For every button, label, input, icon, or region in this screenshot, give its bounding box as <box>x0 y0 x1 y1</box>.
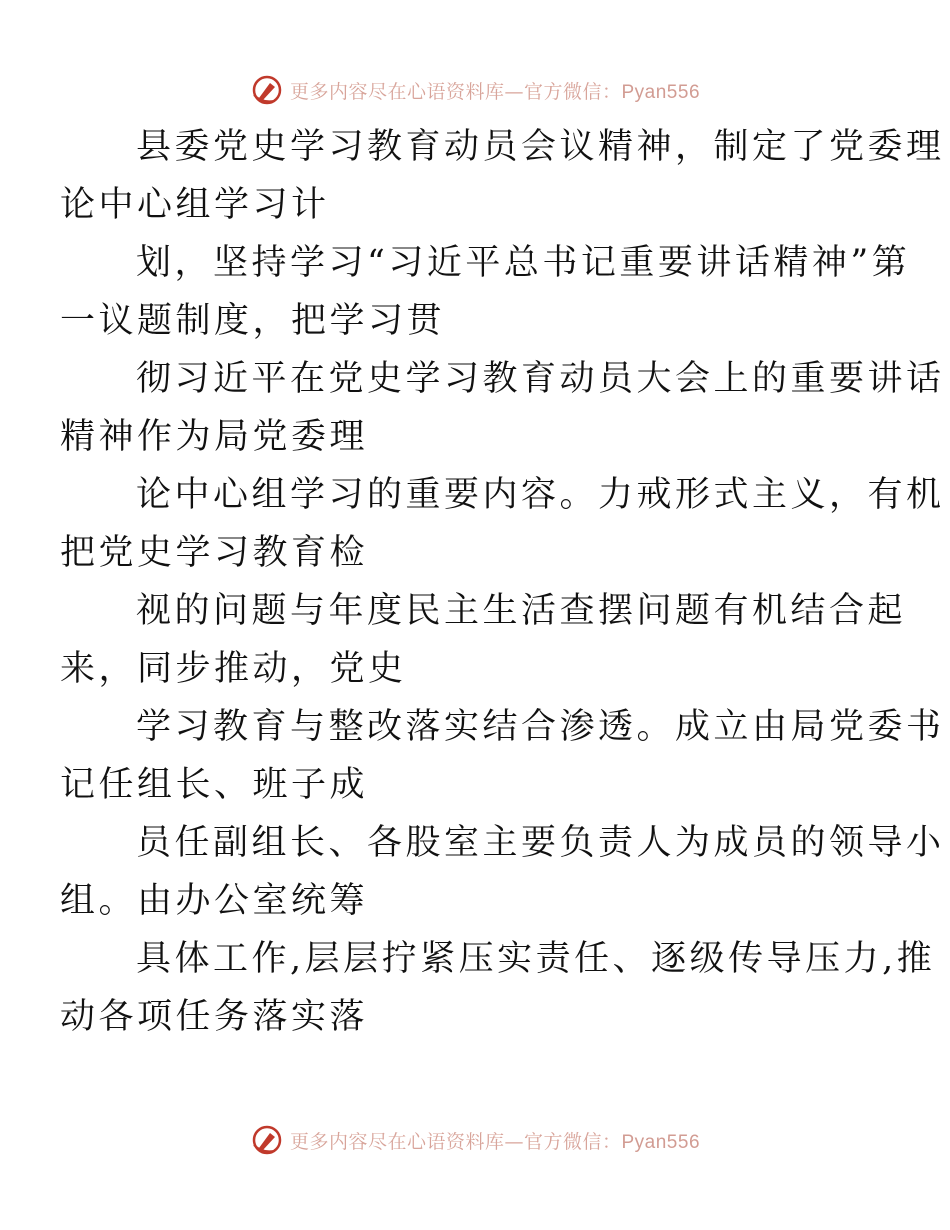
paragraph-line: 视的问题与年度民主生活查摆问题有机结合起 <box>136 591 907 631</box>
paragraph-line: 把党史学习教育检 <box>60 533 369 573</box>
paragraph-line: 论中心组学习计 <box>60 185 330 225</box>
footer-watermark <box>0 1120 950 1160</box>
paragraph-4 <box>60 466 945 582</box>
paragraph-6 <box>60 698 945 814</box>
paragraph-line: 动各项任务落实落 <box>60 997 369 1037</box>
document-body <box>60 118 945 1046</box>
watermark-text <box>290 77 700 104</box>
paragraph-line: 论中心组学习的重要内容。力戒形式主义，有机 <box>136 475 945 515</box>
watermark-wechat-id: Pyan556 <box>621 1131 701 1153</box>
paragraph-line: 彻习近平在党史学习教育动员大会上的重要讲话 <box>136 359 945 399</box>
paragraph-1 <box>60 118 945 234</box>
watermark-wechat-id: Pyan556 <box>621 81 701 103</box>
paragraph-line: 划，坚持学习“习近平总书记重要讲话精神”第 <box>136 243 911 283</box>
paragraph-line: 来，同步推动，党史 <box>60 649 407 689</box>
paragraph-8 <box>60 930 936 1046</box>
paragraph-line: 具体工作,层层拧紧压实责任、逐级传导压力,推 <box>136 939 936 979</box>
paragraph-7 <box>60 814 945 930</box>
header-watermark <box>0 70 950 110</box>
paragraph-line: 县委党史学习教育动员会议精神，制定了党委理 <box>136 127 945 167</box>
watermark-text <box>290 1127 700 1154</box>
paragraph-line: 记任组长、班子成 <box>60 765 369 805</box>
paragraph-line: 组。由办公室统筹 <box>60 881 369 921</box>
paragraph-line: 精神作为局党委理 <box>60 417 369 457</box>
paragraph-line: 一议题制度，把学习贯 <box>60 301 446 341</box>
paragraph-2 <box>60 234 911 350</box>
watermark-label: 更多内容尽在心语资料库—官方微信： <box>289 1130 622 1153</box>
pen-nib-circle-icon <box>250 73 284 107</box>
paragraph-5 <box>60 582 907 698</box>
paragraph-line: 员任副组长、各股室主要负责人为成员的领导小 <box>136 823 945 863</box>
paragraph-line: 学习教育与整改落实结合渗透。成立由局党委书 <box>136 707 945 747</box>
watermark-label: 更多内容尽在心语资料库—官方微信： <box>289 80 622 103</box>
paragraph-3 <box>60 350 945 466</box>
pen-nib-circle-icon <box>250 1123 284 1157</box>
